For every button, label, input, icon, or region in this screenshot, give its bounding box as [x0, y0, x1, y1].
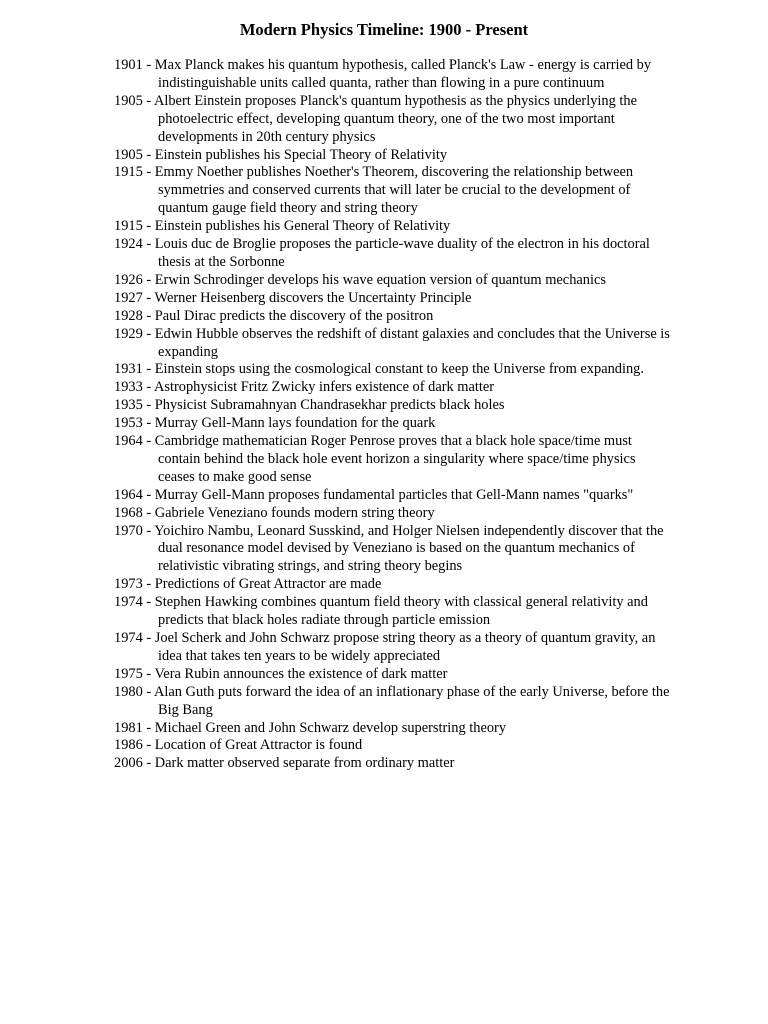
timeline-entry: 1928 - Paul Dirac predicts the discovery of the positron — [114, 307, 434, 324]
timeline-entry: 1935 - Physicist Subramahnyan Chandrasekhar predicts black holes — [114, 397, 505, 414]
timeline-entry: 1929 - Edwin Hubble observes the redshift of distant galaxies and concludes that the Universe is expanding — [114, 325, 670, 360]
timeline-entry: 1927 - Werner Heisenberg discovers the Uncertainty Principle — [114, 289, 472, 306]
timeline-entry: 1901 - Max Planck makes his quantum hypothesis, called Planck's Law - energy is carried by indistinguishable units called quanta, rather than flowing in a pure continuum — [114, 57, 652, 91]
timeline-entry: 1933 - Astrophysicist Fritz Zwicky infers existence of dark matter — [114, 379, 495, 396]
timeline-entry: 1905 - Albert Einstein proposes Planck's quantum hypothesis as the physics underlying the photoelectric effect, developing quantum theory, one of the two most important developments in 20th century physics — [114, 92, 637, 145]
timeline-entry: 1980 - Alan Guth puts forward the idea of an inflationary phase of the early Universe, before the Big Bang — [114, 683, 670, 718]
timeline-entry: 1968 - Gabriele Veneziano founds modern string theory — [114, 504, 435, 521]
timeline-entry: 1981 - Michael Green and John Schwarz develop superstring theory — [114, 719, 507, 736]
timeline-entry: 1973 - Predictions of Great Attractor are made — [114, 576, 382, 593]
page-title: Modern Physics Timeline: 1900 - Present — [239, 20, 529, 39]
timeline-entry: 1953 - Murray Gell-Mann lays foundation for the quark — [114, 415, 436, 432]
timeline-entry: 1974 - Stephen Hawking combines quantum field theory with classical general relativity and predicts that black holes radiate through particle emission — [114, 594, 648, 629]
timeline-entry: 1931 - Einstein stops using the cosmological constant to keep the Universe from expanding. — [114, 361, 644, 378]
timeline-entry: 1974 - Joel Scherk and John Schwarz propose string theory as a theory of quantum gravity, an idea that takes ten years to be widely appreciated — [114, 630, 656, 664]
timeline-entry: 2006 - Dark matter observed separate from ordinary matter — [114, 755, 455, 772]
timeline-entry: 1924 - Louis duc de Broglie proposes the particle-wave duality of the electron in his doctoral thesis at the Sorbonne — [114, 236, 650, 270]
timeline-entry: 1964 - Murray Gell-Mann proposes fundamental particles that Gell-Mann names "quarks" — [114, 486, 634, 503]
timeline-entry: 1975 - Vera Rubin announces the existence of dark matter — [114, 665, 448, 682]
timeline-entry: 1926 - Erwin Schrodinger develops his wave equation version of quantum mechanics — [114, 271, 606, 288]
timeline-entry: 1915 - Einstein publishes his General Theory of Relativity — [114, 218, 451, 235]
timeline-entry: 1970 - Yoichiro Nambu, Leonard Susskind, and Holger Nielsen independently discover that the dual resonance model devised by Veneziano is based on the quantum mechanics of relativistic vibrating strings, and string theory begins — [114, 522, 664, 575]
timeline-entry: 1964 - Cambridge mathematician Roger Penrose proves that a black hole space/time must contain behind the black hole event horizon a singularity where space/time physics ceases to make good sense — [114, 433, 636, 485]
timeline-entry: 1915 - Emmy Noether publishes Noether's Theorem, discovering the relationship between symmetries and conserved currents that will later be crucial to the development of quantum gauge field theory and string theory — [114, 164, 634, 217]
timeline-entry: 1986 - Location of Great Attractor is found — [114, 737, 363, 754]
timeline-entry: 1905 - Einstein publishes his Special Theory of Relativity — [114, 146, 448, 163]
timeline-list — [114, 57, 674, 773]
